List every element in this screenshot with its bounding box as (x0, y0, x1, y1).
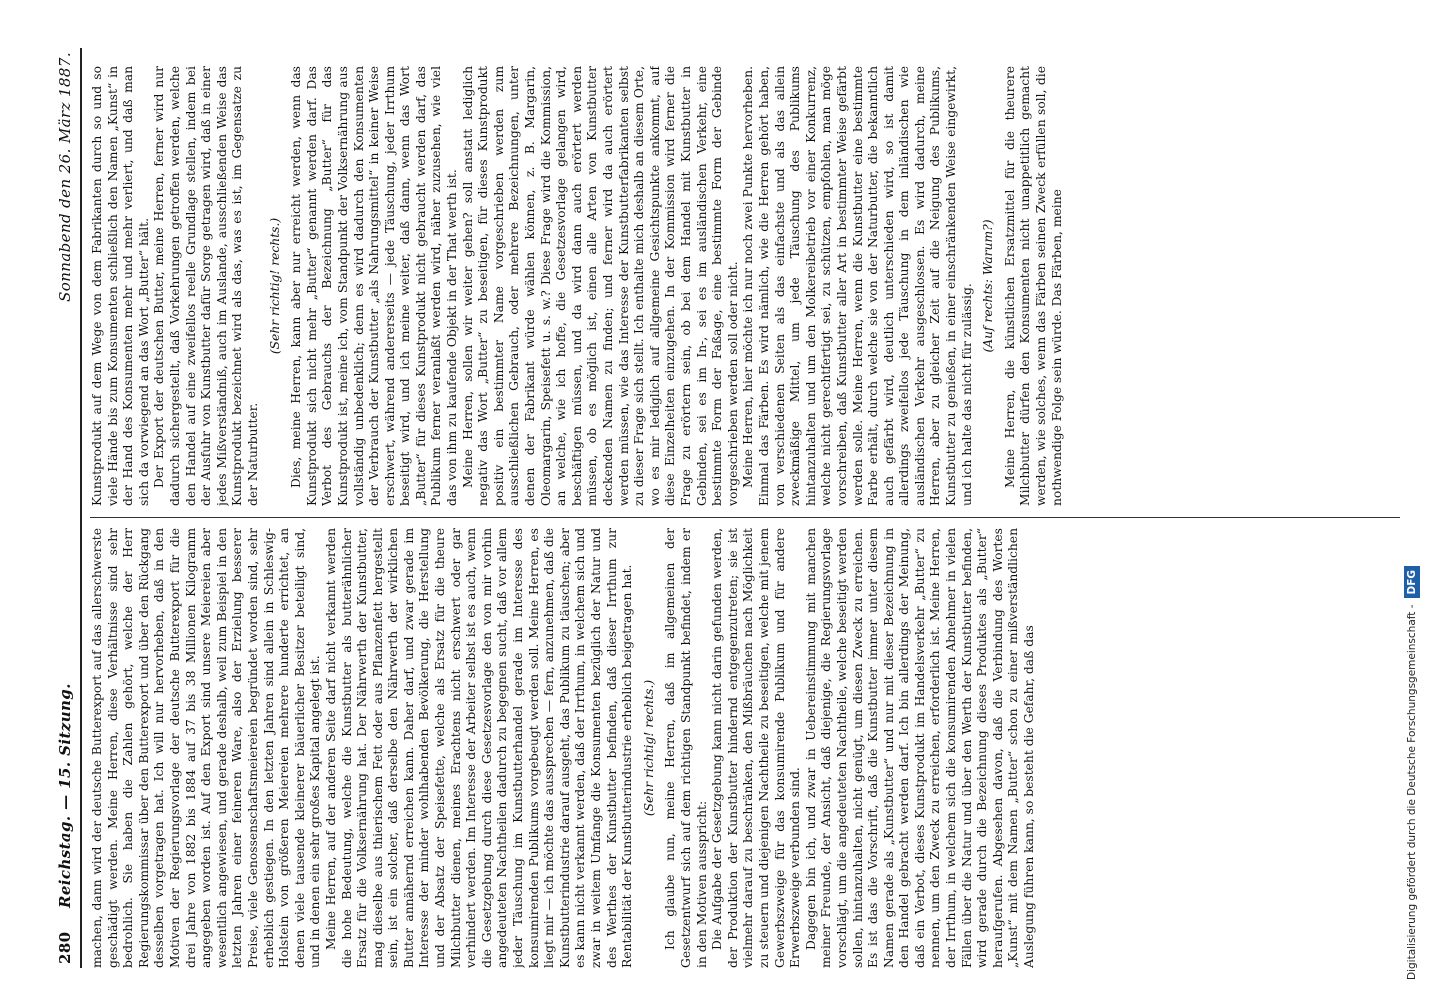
paragraph: Der Export der deutschen Butter, meine Herren, ferner wird nur dadurch sichergestellt, daß Vorkehrungen getroffen werden, welche den Handel auf eine zweifellos reelle Grundlage stellen, indem bei der Ausfuhr von Kunstbutter dafür Sorge getragen wird, daß in einer jedes Mißverständniß, auch im Auslande, ausschließenden Weise das Kunstprodukt bezeichnet wird als das, was es ist, im Gegensatze zu der Naturbutter. (152, 66, 260, 506)
paragraph: Ich glaube nun, meine Herren, daß im allgemeinen der Gesetzentwurf sich auf dem richtigen Standpunkt befindet, indem er in den Motiven ausspricht: (663, 528, 709, 968)
interjection: (Sehr richtig! rechts.) (267, 217, 282, 355)
header-rule (80, 48, 82, 968)
paragraph: Kunstprodukt auf dem Wege von dem Fabrikanten durch so und so viele Hände bis zum Konsumenten schließlich den Namen „Kunst“ in der Hand des Konsumenten mehr und mehr verliert, und daß man sich da vorwiegend an das Wort „Butter“ hält. (90, 66, 151, 506)
session-date: Sonnabend den 26. März 1887. (56, 52, 74, 302)
interjection: (Sehr richtig! rechts.) (641, 679, 656, 817)
dfg-logo: DFG (1404, 566, 1420, 599)
paragraph: Dagegen bin ich, und zwar in Uebereinstimmung mit manchen meiner Freunde, der Ansicht, daß diejenige, die Regierungsvorlage vorschlägt, um die angedeuteten Nachtheile, welche beseitigt werden sollen, hintanzuhalten, nicht genügt, um diesen Zweck zu erreichen. Es ist das die Vorschrift, daß die Kunstbutter immer unter diesem Namen gerade als „Kunstbutter“ und nur mit dieser Bezeichnung in den Handel gebracht werden darf. Ich bin allerdings der Meinung, daß ein Verbot, dieses Kunstprodukt im Handelsverkehr „Butter“ zu nennen, um den Zweck zu erreichen, erforderlich ist. Meine Herren, der Irrthum, in welchem sich die konsumirenden Abnehmer in vielen Fällen über die Natur und über den Werth der Kunstbutter befinden, wird gerade durch die Bezeichnung dieses Produktes als „Butter“ heraufgerufen. Abgesehen davon, daß die Verbindung des Wortes „Kunst“ mit dem Namen „Butter“ schon zu einer mißverständlichen Auslegung führen kann, so besteht die Gefahr, daß das (803, 528, 1037, 968)
paragraph: Meine Herren, sollen wir weiter gehen? soll anstatt lediglich negativ das Wort „Butter“ zu beseitigen, für dieses Kunstprodukt positiv ein bestimmter Name vorgeschrieben werden zum ausschließlichen Gebrauch, oder mehrere Bezeichnungen, unter denen der Fabrikant würde wählen können, z. B. Margarin, Oleomargarin, Speisefett u. s. w.? Diese Frage wird die Kommission, an welche, wie ich hoffe, die Gesetzesvorlage gelangen wird, beschäftigen müssen, und da wird dann auch erörtert werden müssen, ob es möglich ist, einen alle Arten von Kunstbutter deckenden Namen zu finden; und ferner wird da auch erörtert werden müssen, wie das Interesse der Kunstbutterfabrikanten selbst zu dieser Frage sich stellt. Ich enthalte mich deshalb an diesem Orte, wo es mir lediglich auf allgemeine Gesichtspunkte ankommt, auf diese Einzelheiten einzugehen. In der Kommission wird ferner die Frage zu erörtern sein, ob bei dem Handel mit Kunstbutter in Gebinden, sei es im In-, sei es im ausländischen Verkehr, eine bestimmte Form der Faßage, eine bestimmte Form der Gebinde vorgeschrieben werden soll oder nicht. (460, 66, 740, 506)
page-number: 280 (56, 931, 74, 964)
paragraph: Meine Herren, auf der anderen Seite darf nicht verkannt werden die hohe Bedeutung, welche die Kunstbutter als butterähnlicher Ersatz für die Volksernährung hat. Der Nährwerth der Kunstbutter, mag dieselbe aus thierischem Fett oder aus Pflanzenfett hergestellt sein, ist ein solcher, daß derselbe den Nährwerth der wirklichen Butter annähernd erreichen kann. Daher darf, und zwar gerade im Interesse der minder wohlhabenden Bevölkerung, die Herstellung und der Absatz der Speisefette, welche als Ersatz für die theure Milchbutter dienen, meines Erachtens nicht erschwert oder gar verhindert werden. Im Interesse der Arbeiter selbst ist es auch, wenn die Gesetzgebung durch diese Gesetzesvorlage den von mir vorhin angedeuteten Nachtheilen dadurch zu begegnen sucht, daß vor allem jeder Täuschung im Kunstbutterhandel gerade im Interesse des konsumirenden Publikums vorgebeugt werden soll. Meine Herren, es liegt mir — ich möchte das aussprechen — fern, anzunehmen, daß die Kunstbutterindustrie darauf ausgeht, das Publikum zu täuschen; aber es kann nicht verkannt werden, daß der Irrthum, in welchem sich und zwar in weitem Umfange die Konsumenten bezüglich der Natur und des Werthes der Kunstbutter befinden, daß dieser Irrthum zur Rentabilität der Kunstbutterindustrie erheblich beigetragen hat. (323, 528, 635, 968)
column-divider (90, 517, 1400, 518)
credit-text: Digitalisierung gefördert durch die Deutsche Forschungsgemeinschaft - (1406, 604, 1418, 980)
paragraph: Meine Herren, hier möchte ich nur noch zwei Punkte hervorheben. Einmal das Färben. Es wird nämlich, wie die Herren gehört haben, von verschiedenen Seiten als das einfachste und als das allein zweckmäßige Mittel, um jede Täuschung des Publikums hintanzuhalten und um den Molkereibetrieb vor einer Konkurrenz, welche nicht gerechtfertigt sei, zu schützen, empfohlen, man möge vorschreiben, daß Kunstbutter aller Art in bestimmter Weise gefärbt werden solle. Meine Herren, wenn die Kunstbutter eine bestimmte Farbe erhält, durch welche sie von der Naturbutter, die bekanntlich auch gefärbt wird, deutlich unterschieden wird, so ist damit allerdings zweifellos jede Täuschung in dem inländischen wie ausländischen Verkehr ausgeschlossen. Es wird dadurch, meine Herren, aber zu gleicher Zeit auf die Neigung des Publikums, Kunstbutter zu genießen, in einer einschränkenden Weise eingewirkt, und ich halte das nicht für zulässig. (741, 66, 974, 506)
right-column (90, 66, 1410, 506)
paragraph: machen, dann wird der deutsche Butterexport auf das allerschwerste geschädigt werden. Meine Herren, diese Verhältnisse sind sehr bedrohlich. Sie haben die Zahlen gehört, welche der Herr Regierungskommissar über den Butterexport und über den Rückgang desselben vorgetragen hat. Ich will nur hervorheben, daß in den Motiven der Regierungsvorlage der deutsche Butterexport für die drei Jahre von 1882 bis 1884 auf 37 bis 38 Millionen Kilogramm angegeben worden ist. Auf den Export sind unsere Meiereien aber wesentlich angewiesen, und gerade deshalb, weil zum Beispiel in den letzten Jahren einer feineren Ware, also der Erzielung besserer Preise, viele Genossenschaftsmeiereien begründet worden sind, sehr erheblich gestiegen. In den letzten Jahren sind allein in Schleswig-Holstein von größeren Meiereien mehrere hunderte errichtet, an denen viele tausende kleinerer bäuerlicher Besitzer beteiligt sind, und in denen ein sehr großes Kapital angelegt ist. (90, 528, 323, 968)
session-title: Reichstag. — 15. Sitzung. (56, 683, 74, 908)
interjection: (Auf rechts: Warum?) (981, 219, 996, 353)
quoted-passage: Die Aufgabe der Gesetzgebung kann nicht darin gefunden werden, der Produktion der Kunstbutter hindernd entgegenzutreten; sie ist vielmehr darauf zu beschränken, den Mißbräuchen nach Möglichkeit zu steuern und diejenigen Nachtheile zu beseitigen, welche mit jenem Gewerbszweige für das konsumirende Publikum und für andere Erwerbszweige verbunden sind. (710, 528, 803, 968)
left-column (90, 528, 1410, 968)
rotated-page-frame (50, 48, 1430, 968)
paragraph: Dies, meine Herren, kann aber nur erreicht werden, wenn das Kunstprodukt sich nicht mehr „Butter“ genannt werden darf. Das Verbot des Gebrauchs der Bezeichnung „Butter“ für das Kunstprodukt ist, meine ich, vom Standpunkt der Volksernährung aus vollständig unbedenklich; denn es wird dadurch den Konsumenten der Verbrauch der Kunstbutter „als Nahrungsmittel“ in keiner Weise erschwert, während andererseits — jede Täuschung, jeder Irrthum beseitigt wird, und ich meine weiter, daß dann, wenn das Wort „Butter“ für dieses Kunstprodukt nicht gebraucht werden darf, das Publikum ferner veranlaßt werden wird, näher zuzusehen, wie viel das von ihm zu kaufende Objekt in der That werth ist. (289, 66, 460, 506)
paragraph: Meine Herren, die künstlichen Ersatzmittel für die theurere Milchbutter dürfen den Konsumenten nicht unappetitlich gemacht werden, wie solches, wenn das Färben seinen Zweck erfüllen soll, die nothwendige Folge sein würde. Das Färben, meine (1002, 66, 1064, 506)
running-head (50, 48, 84, 968)
digitization-credit (1402, 20, 1422, 980)
